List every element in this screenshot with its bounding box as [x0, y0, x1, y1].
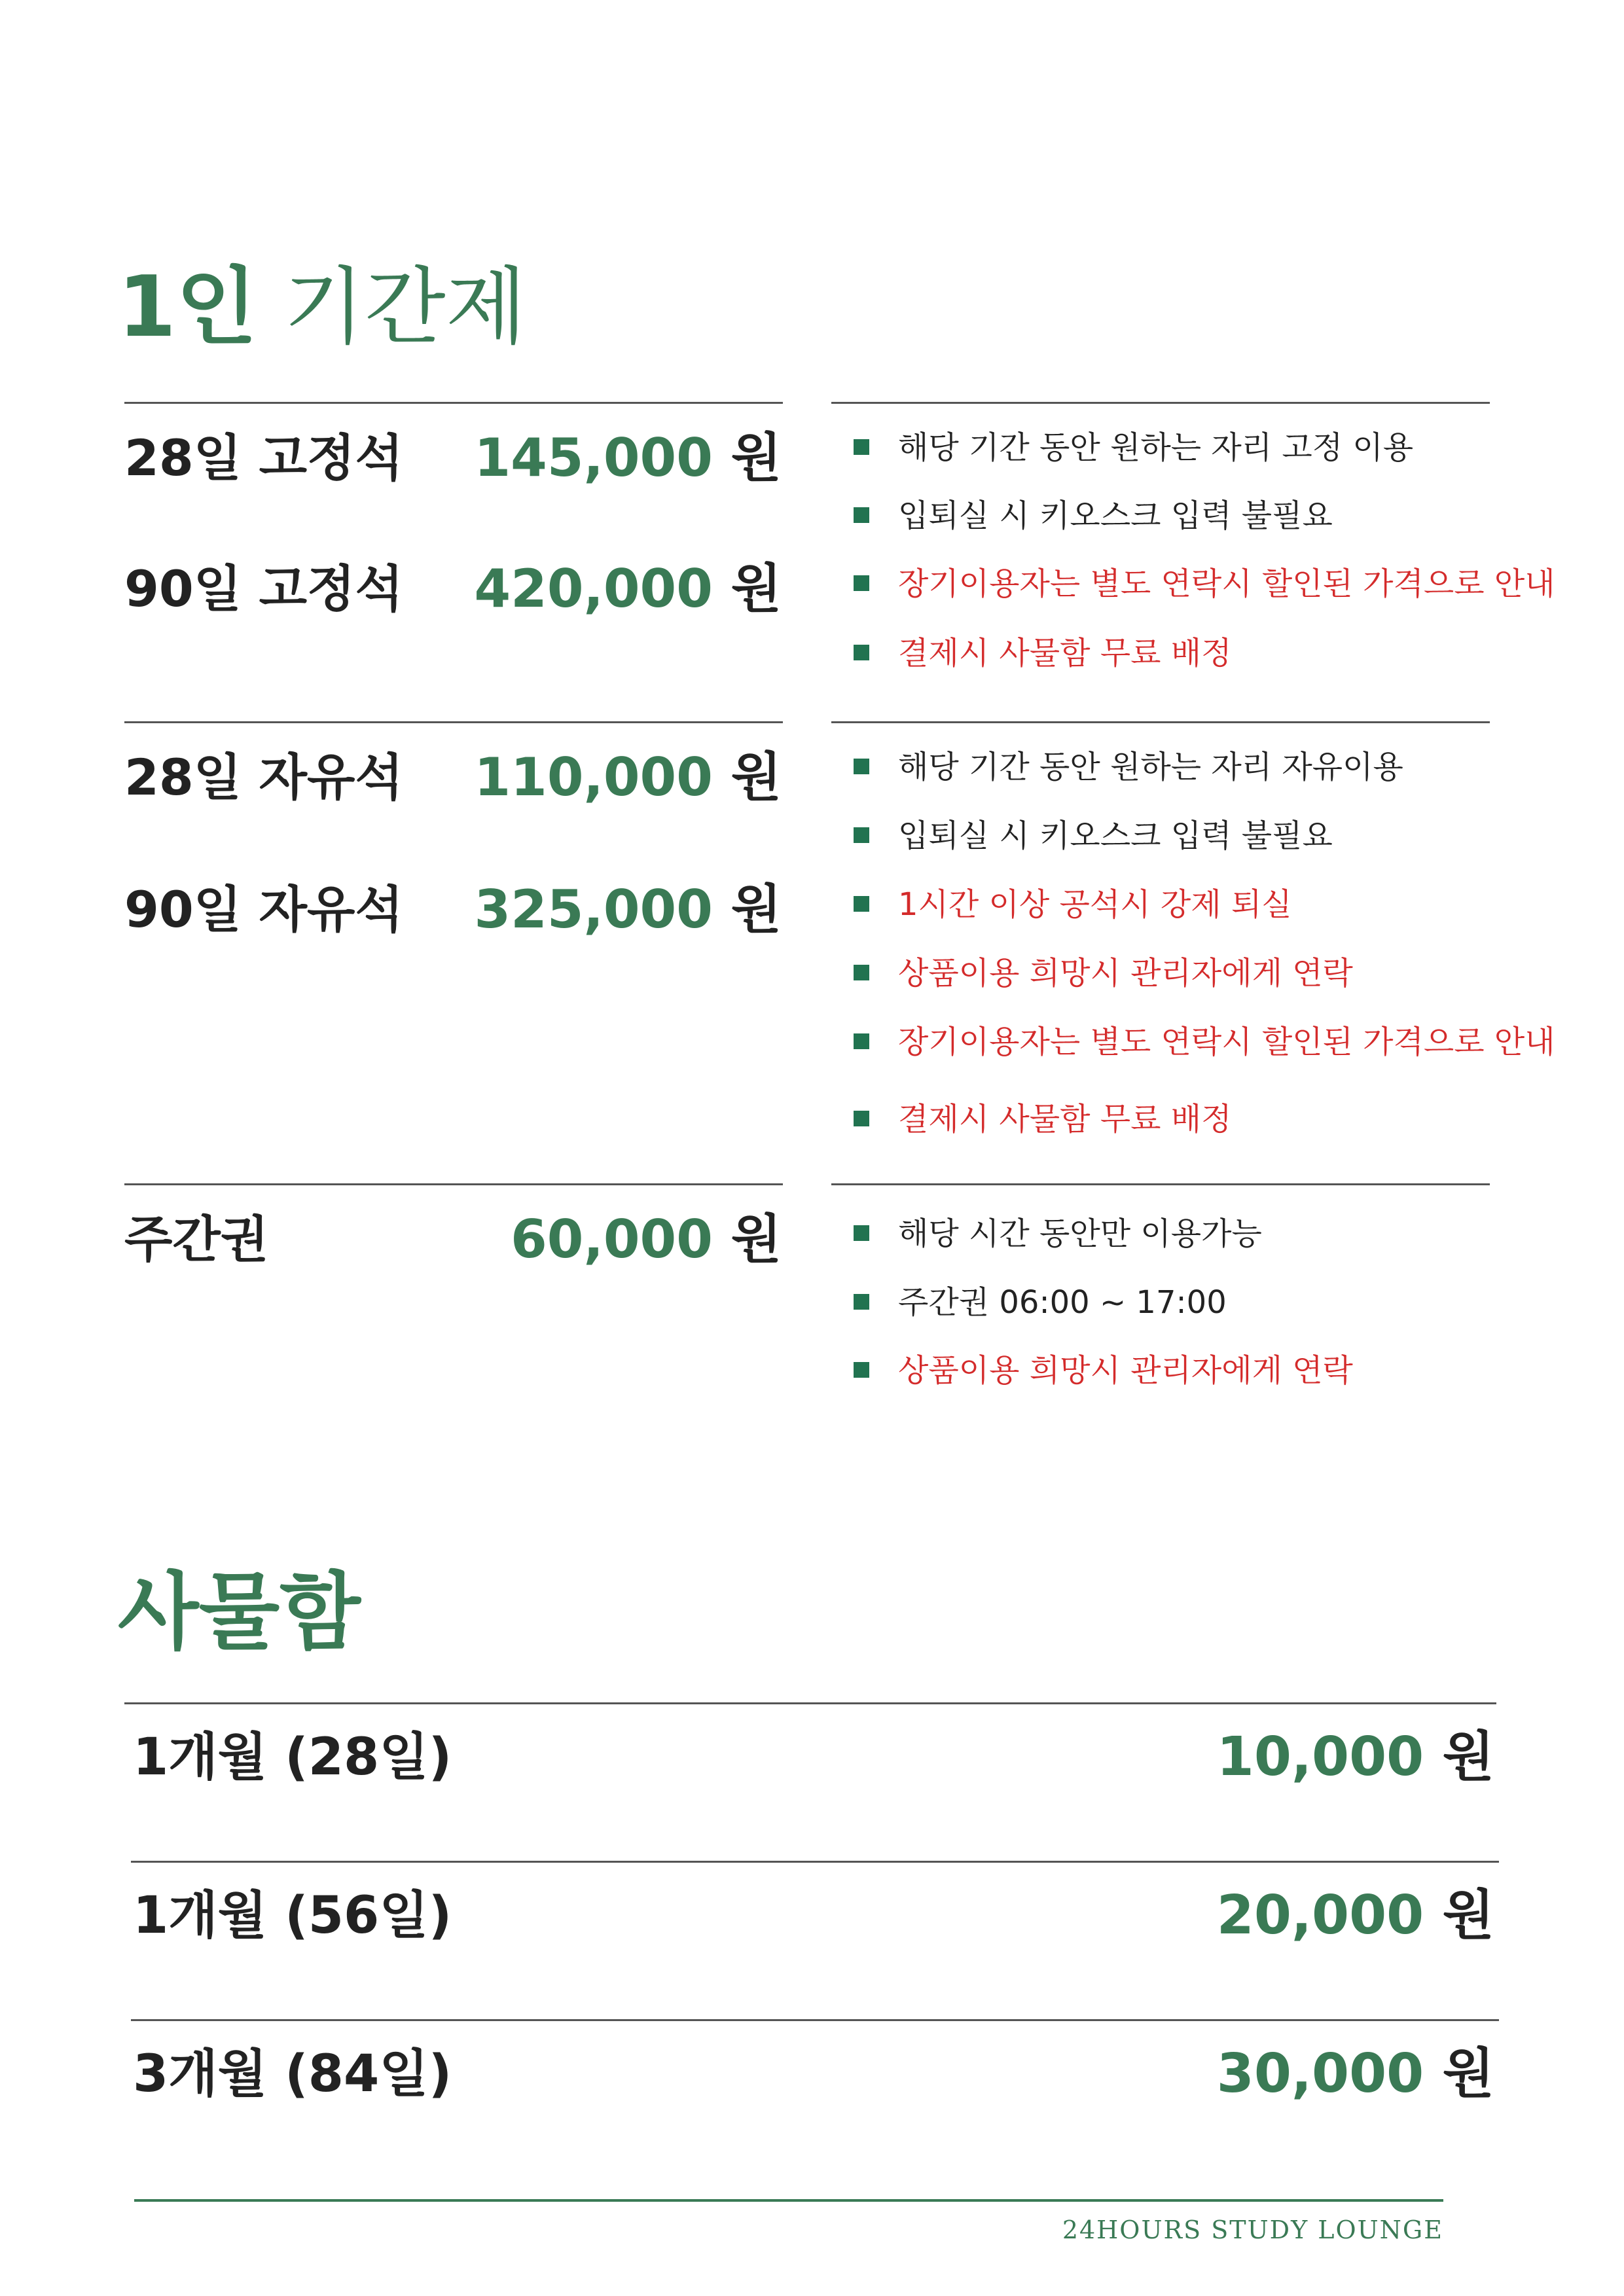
feature-item	[854, 816, 1333, 855]
feature-text: 해당 기간 동안 원하는 자리 자유이용	[898, 749, 1403, 785]
locker-price	[1216, 2043, 1494, 2105]
bullet-square-icon	[854, 759, 869, 774]
bullet-square-icon	[854, 827, 869, 843]
feature-text: 상품이용 희망시 관리자에게 연락	[898, 955, 1353, 992]
divider	[831, 402, 1490, 404]
locker-price	[1216, 1884, 1494, 1946]
feature-item	[854, 496, 1333, 535]
divider	[124, 402, 783, 404]
section-title-bold: 1인	[118, 259, 257, 356]
plan-price	[474, 879, 782, 940]
price-unit: 원	[1442, 1726, 1494, 1788]
feature-text: 입퇴실 시 키오스크 입력 불필요	[898, 817, 1333, 854]
bullet-square-icon	[854, 1111, 869, 1126]
locker-name: 1개월 (56일)	[133, 1886, 452, 1945]
price-unit: 원	[1442, 1884, 1494, 1946]
feature-text: 장기이용자는 별도 연락시 할인된 가격으로 안내	[898, 565, 1555, 602]
divider	[131, 1861, 1499, 1863]
price-amount: 110,000	[474, 747, 713, 808]
plan-name: 90일 고정석	[124, 560, 403, 618]
price-unit: 원	[731, 879, 782, 940]
plan-name: 28일 고정석	[124, 429, 403, 487]
feature-item	[854, 428, 1413, 467]
feature-text: 결제시 사물함 무료 배정	[898, 635, 1232, 672]
feature-item	[854, 747, 1403, 787]
plan-price	[511, 1209, 782, 1270]
feature-text: 1시간 이상 공석시 강제 퇴실	[898, 886, 1292, 923]
plan-price	[474, 747, 782, 808]
bullet-square-icon	[854, 575, 869, 591]
feature-item	[854, 1100, 1231, 1139]
divider	[831, 721, 1490, 723]
feature-item	[854, 564, 1555, 603]
feature-item	[854, 1283, 1227, 1322]
divider	[131, 2019, 1499, 2021]
divider	[124, 1702, 1496, 1704]
plan-name: 28일 자유석	[124, 748, 403, 806]
price-amount: 30,000	[1216, 2043, 1424, 2105]
feature-item	[854, 954, 1353, 993]
locker-name: 3개월 (84일)	[133, 2045, 452, 2104]
price-amount: 60,000	[511, 1209, 713, 1270]
feature-item	[854, 1351, 1353, 1390]
footer-line	[134, 2199, 1443, 2202]
feature-text: 결제시 사물함 무료 배정	[898, 1101, 1232, 1138]
section-title-light: 기간제	[283, 259, 527, 356]
price-unit: 원	[731, 427, 782, 488]
locker-name: 1개월 (28일)	[133, 1728, 452, 1787]
bullet-square-icon	[854, 1362, 869, 1378]
divider	[124, 1183, 783, 1185]
price-unit: 원	[731, 558, 782, 619]
feature-item	[854, 885, 1292, 924]
feature-item	[854, 1214, 1262, 1253]
price-amount: 145,000	[474, 427, 713, 488]
feature-item	[854, 1022, 1555, 1062]
divider	[124, 721, 783, 723]
bullet-square-icon	[854, 439, 869, 455]
section-title-period	[118, 259, 527, 356]
feature-item	[854, 634, 1231, 673]
price-unit: 원	[731, 1209, 782, 1270]
plan-name: 90일 자유석	[124, 880, 403, 939]
locker-price	[1216, 1726, 1494, 1788]
feature-text: 해당 시간 동안만 이용가능	[898, 1215, 1262, 1252]
price-amount: 20,000	[1216, 1884, 1424, 1946]
plan-price	[474, 427, 782, 488]
feature-text: 상품이용 희망시 관리자에게 연락	[898, 1352, 1353, 1389]
feature-text: 입퇴실 시 키오스크 입력 불필요	[898, 497, 1333, 534]
divider	[831, 1183, 1490, 1185]
price-amount: 10,000	[1216, 1726, 1424, 1788]
footer-brand: 24HOURS STUDY LOUNGE	[1062, 2215, 1443, 2244]
feature-text: 장기이용자는 별도 연락시 할인된 가격으로 안내	[898, 1024, 1555, 1060]
price-unit: 원	[731, 747, 782, 808]
plan-price	[474, 558, 782, 619]
bullet-square-icon	[854, 1294, 869, 1310]
price-amount: 325,000	[474, 879, 713, 940]
bullet-square-icon	[854, 965, 869, 980]
plan-name: 주간권	[124, 1210, 269, 1268]
price-amount: 420,000	[474, 558, 713, 619]
bullet-square-icon	[854, 645, 869, 660]
section-title-locker: 사물함	[118, 1564, 361, 1661]
bullet-square-icon	[854, 1225, 869, 1241]
bullet-square-icon	[854, 507, 869, 523]
feature-text: 주간권 06:00 ~ 17:00	[898, 1284, 1227, 1321]
bullet-square-icon	[854, 896, 869, 912]
price-unit: 원	[1442, 2043, 1494, 2105]
bullet-square-icon	[854, 1033, 869, 1049]
feature-text: 해당 기간 동안 원하는 자리 고정 이용	[898, 429, 1414, 466]
